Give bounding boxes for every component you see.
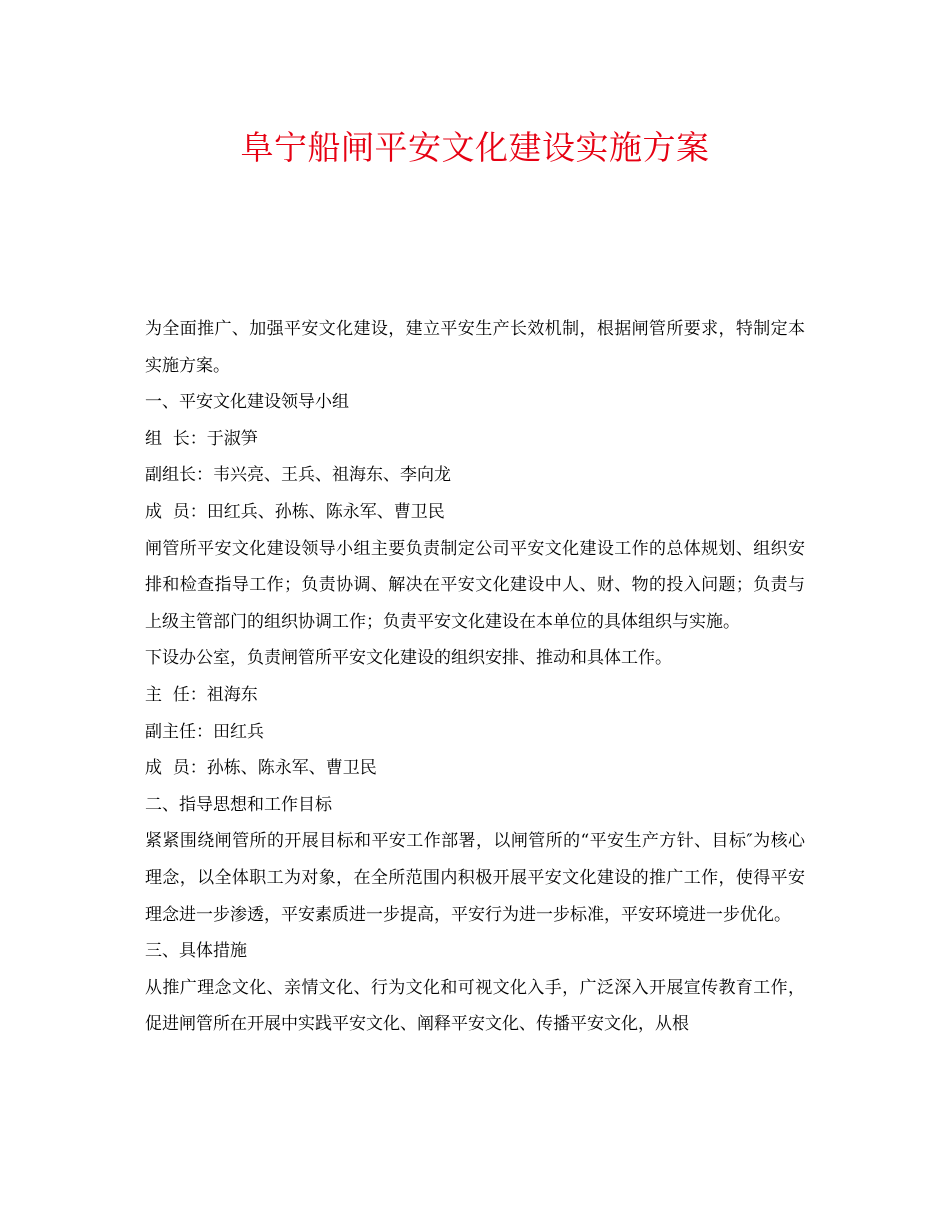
deputy-director-line: 副主任：田红兵	[145, 721, 264, 742]
section-heading-1: 一、平安文化建设领导小组	[145, 392, 349, 413]
members-line: 成 员：田红兵、孙栋、陈永军、曹卫民	[145, 501, 445, 522]
section-heading-3: 三、具体措施	[145, 941, 247, 962]
director-line: 主 任：祖海东	[145, 684, 258, 705]
leader-line: 组 长：于淑笋	[145, 428, 258, 449]
paragraph-measures: 从推广理念文化、亲情文化、行为文化和可视文化入手，广泛深入开展宣传教育工作，促进闸管所在开展中实践平安文化、阐释平安文化、传播平安文化，从根	[145, 977, 805, 1035]
paragraph-office: 下设办公室，负责闸管所平安文化建设的组织安排、推动和具体工作。	[145, 648, 672, 669]
paragraph-intro: 为全面推广、加强平安文化建设，建立平安生产长效机制，根据闸管所要求，特制定本实施方案。	[145, 319, 805, 376]
deputy-leader-line: 副组长：韦兴亮、王兵、祖海东、李向龙	[145, 465, 451, 486]
paragraph-guiding-thought: 紧紧围绕闸管所的开展目标和平安工作部署，以闸管所的“平安生产方针、目标″为核心理念，以全体职工为对象，在全所范围内积极开展平安文化建设的推广工作，使得平安理念进一步渗透，平安素质进一步提高，平安行为进一步标准，平安环境进一步优化。	[145, 831, 805, 925]
document-title: 阜宁船闸平安文化建设实施方案	[240, 128, 710, 167]
document-body	[145, 311, 805, 1043]
paragraph-responsibilities: 闸管所平安文化建设领导小组主要负责制定公司平安文化建设工作的总体规划、组织安排和检查指导工作；负责协调、解决在平安文化建设中人、财、物的投入问题；负责与上级主管部门的组织协调工作；负责平安文化建设在本单位的具体组织与实施。	[145, 538, 805, 632]
office-members-line: 成 员：孙栋、陈永军、曹卫民	[145, 758, 377, 779]
section-heading-2: 二、指导思想和工作目标	[145, 794, 332, 815]
